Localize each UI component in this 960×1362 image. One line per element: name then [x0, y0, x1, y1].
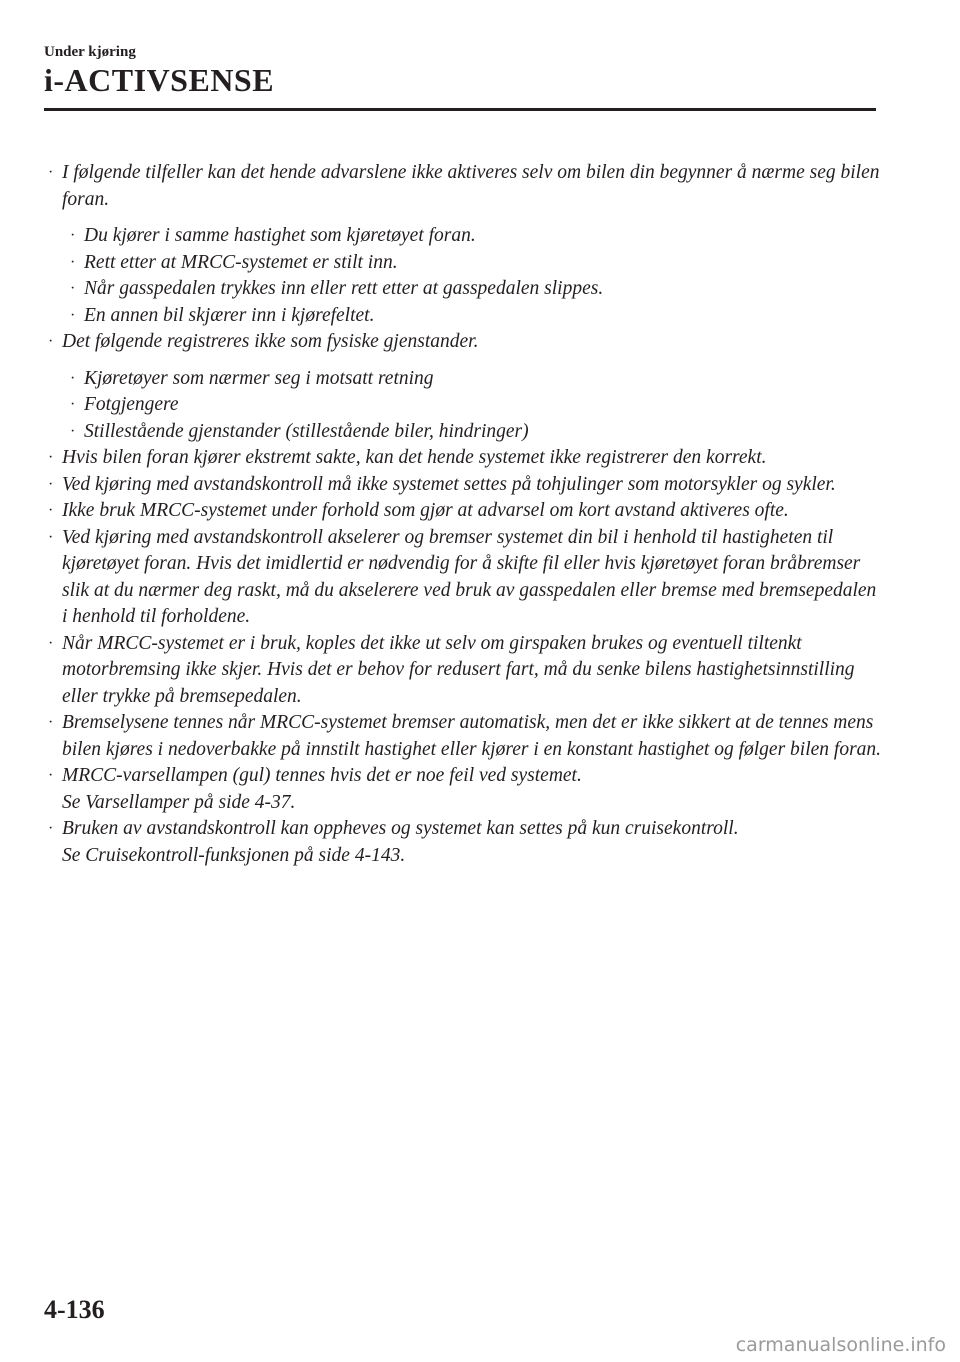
list-item [44, 710, 884, 763]
list-item [44, 445, 884, 472]
bullet-icon: · [70, 369, 76, 387]
bullet-icon: · [48, 449, 54, 466]
list-item [44, 160, 884, 213]
sub-list-item [44, 392, 884, 419]
item-text: Det følgende registreres ikke som fysiske gjenstander. [62, 331, 479, 352]
item-text: Bremselysene tennes når MRCC-systemet bremser automatisk, men det er ikke sikkert at de tennes mens bilen kjøres i nedoverbakke på innstilt hastighet eller kjører i en konstant hastighet og følger bilen foran. [62, 712, 882, 760]
item-text: Ved kjøring med avstandskontroll akselerer og bremser systemet din bil i henhold til hastigheten til kjøretøyet foran. Hvis det imidlertid er nødvendig for å skifte fil eller hvis kjøretøyet foran bråbremser slik at du nærmer deg raskt, må du akselerere ved bruk av gasspedalen eller bremse med bremsepedalen i henhold til forholdene. [62, 526, 877, 627]
bullet-list [44, 160, 884, 869]
bullet-icon: · [48, 333, 54, 350]
page-reference-link[interactable]: Se Varsellamper på side 4-37. [62, 791, 296, 813]
bullet-icon: · [48, 634, 54, 652]
sub-list-item [44, 303, 884, 330]
sub-list-item [44, 250, 884, 277]
item-text: Rett etter at MRCC-systemet er stilt inn. [84, 251, 398, 273]
sub-list-item [44, 419, 884, 446]
bullet-icon: · [70, 280, 76, 297]
bullet-icon: · [70, 253, 76, 271]
bullet-icon: · [48, 502, 54, 519]
item-text: Kjøretøyer som nærmer seg i motsatt retning [84, 367, 434, 389]
chapter-title: i-ACTIVSENSE [44, 62, 275, 98]
bullet-icon: · [48, 475, 54, 493]
item-text: Du kjører i samme hastighet som kjøretøyet foran. [84, 225, 476, 246]
list-item [44, 816, 884, 869]
list-item [44, 498, 884, 525]
bullet-icon: · [70, 306, 76, 324]
item-text: Ved kjøring med avstandskontroll må ikke systemet settes på tohjulinger som motorsykler og sykler. [62, 473, 836, 495]
list-item [44, 472, 884, 499]
bullet-icon: · [48, 767, 54, 784]
header-rule [44, 108, 876, 111]
bullet-icon: · [70, 396, 76, 413]
item-text: Når gasspedalen trykkes inn eller rett etter at gasspedalen slippes. [84, 278, 604, 299]
sub-list-item [44, 223, 884, 250]
item-text: Hvis bilen foran kjører ekstremt sakte, kan det hende systemet ikke registrerer den korrekt. [62, 447, 767, 468]
page-reference-link[interactable]: Se Cruisekontroll-funksjonen på side 4-143. [62, 844, 406, 866]
list-item [44, 763, 884, 816]
item-text: Ikke bruk MRCC-systemet under forhold som gjør at advarsel om kort avstand aktiveres ofte. [62, 500, 789, 521]
item-text: Bruken av avstandskontroll kan oppheves og systemet kan settes på kun cruisekontroll. [62, 818, 739, 839]
item-text: I følgende tilfeller kan det hende advarslene ikke aktiveres selv om bilen din begynner å nærme seg bilen foran. [62, 162, 880, 210]
item-text: Når MRCC-systemet er i bruk, koples det ikke ut selv om girspaken brukes og eventuell tiltenkt motorbremsing ikke skjer. Hvis det er behov for redusert fart, må du senke bilens hastighetsinnstilling eller trykke på bremsepedalen. [62, 632, 855, 707]
item-text: En annen bil skjærer inn i kjørefeltet. [84, 304, 375, 326]
watermark[interactable]: carmanualsonline.info [735, 1334, 946, 1356]
bullet-icon: · [48, 164, 54, 181]
list-item [44, 631, 884, 711]
section-label: Under kjøring [44, 44, 136, 60]
item-text: Fotgjengere [84, 394, 179, 415]
bullet-icon: · [70, 422, 76, 440]
page-number: 4-136 [44, 1295, 105, 1324]
list-item [44, 329, 884, 356]
item-text: MRCC-varsellampen (gul) tennes hvis det er noe feil ved systemet. [62, 765, 582, 786]
bullet-icon: · [48, 820, 54, 837]
sub-list-item [44, 276, 884, 303]
list-item [44, 525, 884, 631]
bullet-icon: · [48, 714, 54, 731]
sub-list-item [44, 366, 884, 393]
item-text: Stillestående gjenstander (stillestående biler, hindringer) [84, 420, 529, 442]
bullet-icon: · [70, 227, 76, 244]
bullet-icon: · [48, 528, 54, 546]
